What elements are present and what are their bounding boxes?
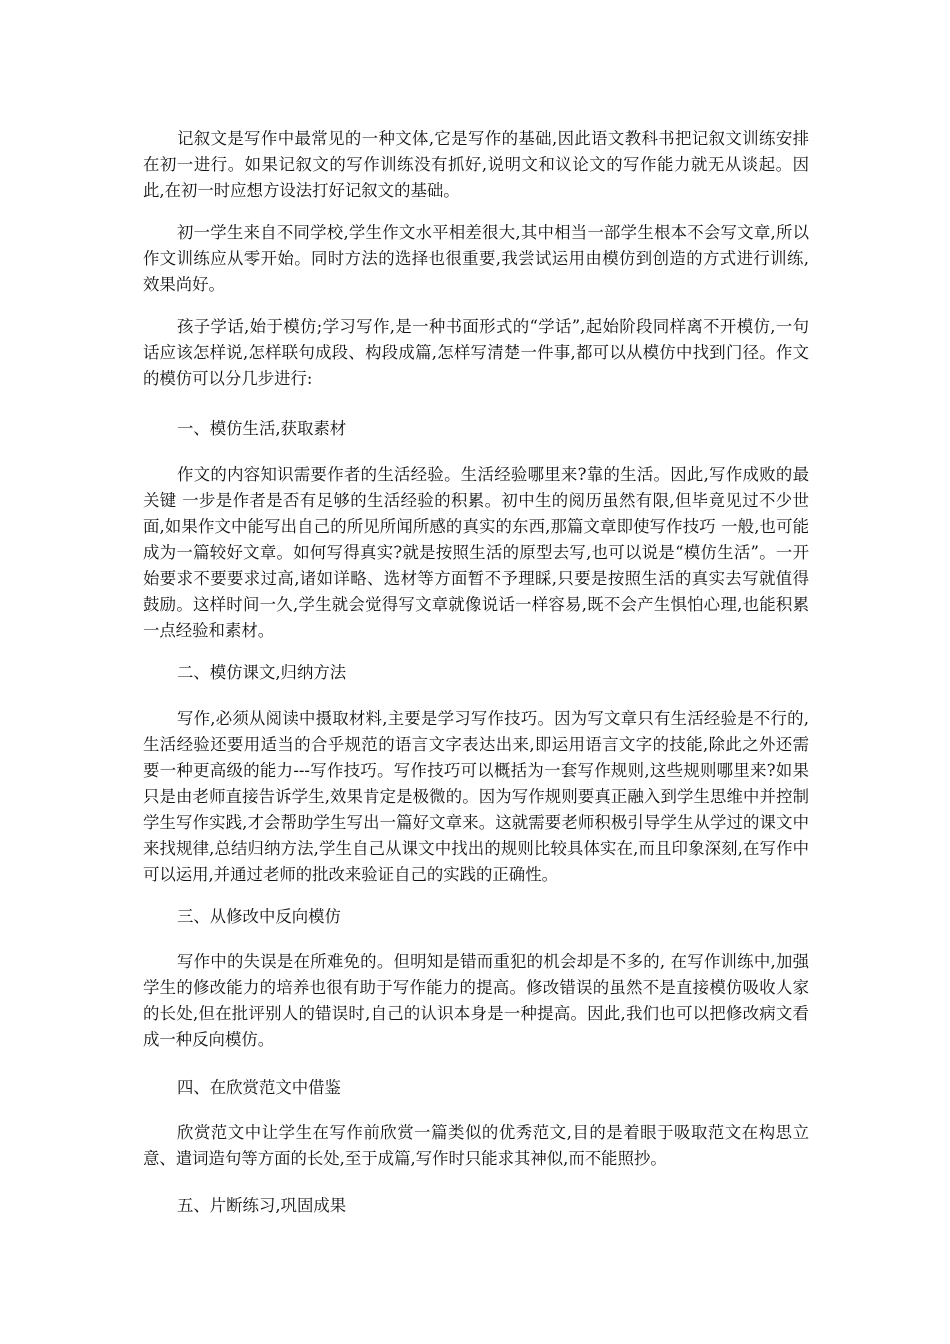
section-heading-3: 三、从修改中反向模仿	[177, 907, 341, 926]
paragraph-students: 初一学生来自不同学校,学生作文水平相差很大,其中相当一部学生根本不会写文章,所以作文训练应从零开始。同时方法的选择也很重要,我尝试运用由模仿到创造的方式进行训练,效果尚好。	[143, 223, 809, 294]
paragraph-section-2: 写作,必须从阅读中摄取材料,主要是学习写作技巧。因为写文章只有生活经验是不行的,生活经验还要用适当的合乎规范的语言文字表达出来,即运用语言文字的技能,除此之外还需要一种更高级的能力---写作技巧。写作技巧可以概括为一套写作规则,这些规则哪里来?如果只是由老师直接告诉学生,效果肯定是极微的。因为写作规则要真正融入到学生思维中并控制学生写作实践,才会帮助学生写出一篇好文章来。这就需要老师积极引导学生从学过的课文中来找规律,总结归纳方法,学生自己从课文中找出的规则比较具体实在,而且印象深刻,在写作中可以运用,并通过老师的批改来验证自己的实践的正确性。	[143, 709, 809, 884]
paragraph-imitation: 孩子学话,始于模仿;学习写作,是一种书面形式的“学话”,起始阶段同样离不开模仿,一句话应该怎样说,怎样联句成段、构段成篇,怎样写清楚一件事,都可以从模仿中找到门径。作文的模仿可以分几步进行:	[143, 317, 809, 388]
paragraph-section-3: 写作中的失误是在所难免的。但明知是错而重犯的机会却是不多的, 在写作训练中,加强学生的修改能力的培养也很有助于写作能力的提高。修改错误的虽然不是直接模仿吸收人家的长处,但在批评别人的错误时,自己的认识本身是一种提高。因此,我们也可以把修改病文看成一种反向模仿。	[143, 952, 809, 1049]
section-heading-5: 五、片断练习,巩固成果	[177, 1196, 347, 1215]
paragraph-intro: 记叙文是写作中最常见的一种文体,它是写作的基础,因此语文教科书把记叙文训练安排在初一进行。如果记叙文的写作训练没有抓好,说明文和议论文的写作能力就无从谈起。因此,在初一时应想方设法打好记叙文的基础。	[143, 129, 809, 200]
section-heading-1: 一、模仿生活,获取素材	[177, 419, 347, 438]
section-heading-4: 四、在欣赏范文中借鉴	[177, 1078, 341, 1097]
section-heading-2: 二、模仿课文,归纳方法	[177, 663, 347, 682]
paragraph-section-4: 欣赏范文中让学生在写作前欣赏一篇类似的优秀范文,目的是着眼于吸取范文在构思立意、遣词造句等方面的长处,至于成篇,写作时只能求其神似,而不能照抄。	[143, 1123, 809, 1168]
paragraph-section-1: 作文的内容知识需要作者的生活经验。生活经验哪里来?靠的生活。因此,写作成败的最关键 一步是作者是否有足够的生活经验的积累。初中生的阅历虽然有限,但毕竟见过不少世面,如果作文中能写出自己的所见所闻所感的真实的东西,那篇文章即使写作技巧 一般,也可能成为一篇较好文章。如何写得真实?就是按照生活的原型去写,也可以说是“模仿生活”。一开始要求不要要求过高,诸如详略、选材等方面暂不予理睬,只要是按照生活的真实去写就值得鼓励。这样时间一久,学生就会觉得写文章就像说话一样容易,既不会产生惧怕心理,也能积累一点经验和素材。	[143, 465, 809, 640]
